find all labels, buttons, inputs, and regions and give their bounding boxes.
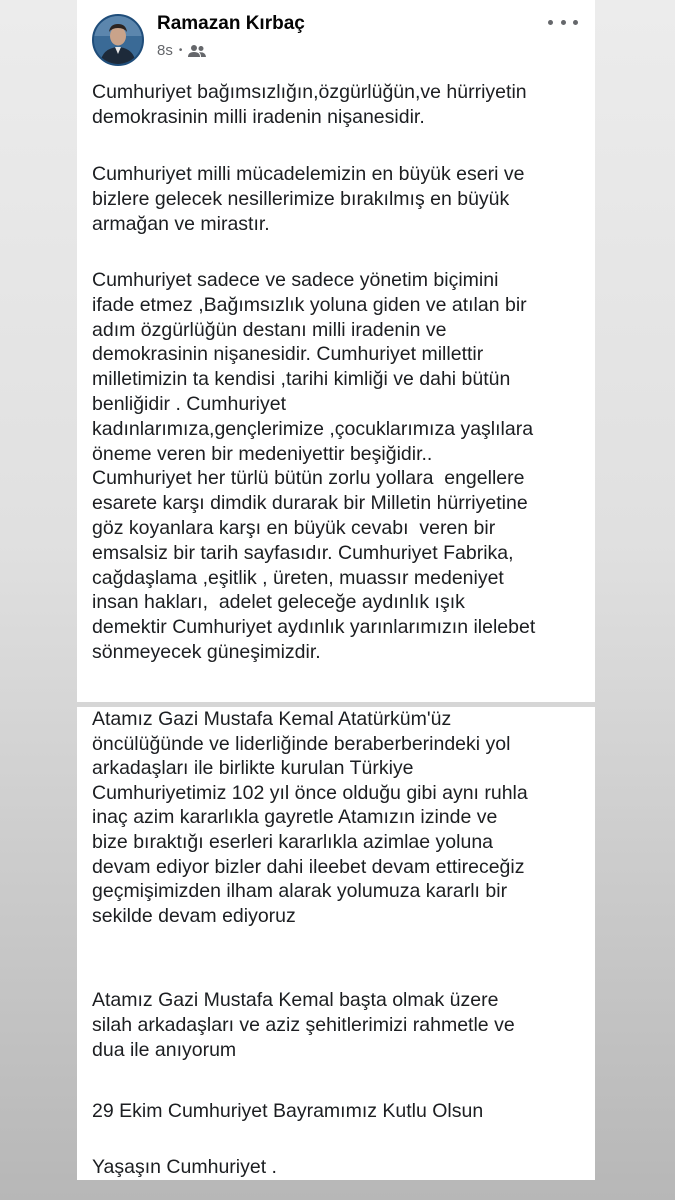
dot [561,20,566,25]
author-name[interactable]: Ramazan Kırbaç [157,13,305,34]
post-meta [157,42,206,59]
author-avatar[interactable] [92,14,144,66]
post-paragraph: Atamız Gazi Mustafa Kemal Atatürküm'üz öncülüğünde ve liderliğinde beraberberindeki yol arkadaşları ile birlikte kurulan Türkiye Cumhuriyetimiz 102 yıl önce olduğu gibi aynı ruhla inaç azim kararlıkla gayretle Atamızın izinde ve bize bıraktığı eserleri kararlıkla azimlae yoluna devam ediyor bizler dahi ileebet devam ettireceğiz geçmişimizden ilham alarak yolumuza kararlı bir sekilde devam ediyoruz [92,708,528,927]
separator-dot: • [178,45,183,56]
friends-icon [188,44,206,58]
dot [573,20,578,25]
post-paragraph: Atamız Gazi Mustafa Kemal başta olmak üzere silah arkadaşları ve aziz şehitlerimizi rahmetle ve dua ile anıyorum [92,989,515,1061]
post-paragraph: Cumhuriyet milli mücadelemizin en büyük eseri ve bizlere gelecek nesillerimize bırakılmış en büyük armağan ve mirastır. [92,163,525,235]
more-dots-icon[interactable] [548,14,578,30]
post-paragraph: Yaşaşın Cumhuriyet . [92,1156,277,1178]
post-time[interactable]: 8s [157,42,173,59]
dot [548,20,553,25]
post-paragraph: 29 Ekim Cumhuriyet Bayramımız Kutlu Olsun [92,1100,484,1122]
post-paragraph: Cumhuriyet bağımsızlığın,özgürlüğün,ve hürriyetin demokrasinin milli iradenin nişanesidir. [92,81,527,128]
post-paragraph: Cumhuriyet sadece ve sadece yönetim biçimini ifade etmez ,Bağımsızlık yoluna giden ve atılan bir adım özgürlüğün destanı milli iradenin ve demokrasinin nişanesidir. Cumhuriyet millettir milletimizin ta kendisi ,tarihi kimliği ve dahi bütün benliğidir . Cumhuriyet kadınlarımıza,gençlerimize ,çocuklarımıza yaşlılara öneme veren bir medeniyettir beşiğidir.. Cumhuriyet her türlü bütün zorlu yollara engellere esarete karşı dimdik durarak bir Milletin hürriyetine göz koyanlara karşı en büyük cevabı veren bir emsalsiz bir tarih sayfasıdır. Cumhuriyet Fabrika, cağdaşlama ,eşitlik , üreten, muassır medeniyet insan hakları, adelet geleceğe aydınlık ışık demektir Cumhuriyet aydınlık yarınlarımızın ilelebet sönmeyecek güneşimizdir. [92,269,536,663]
